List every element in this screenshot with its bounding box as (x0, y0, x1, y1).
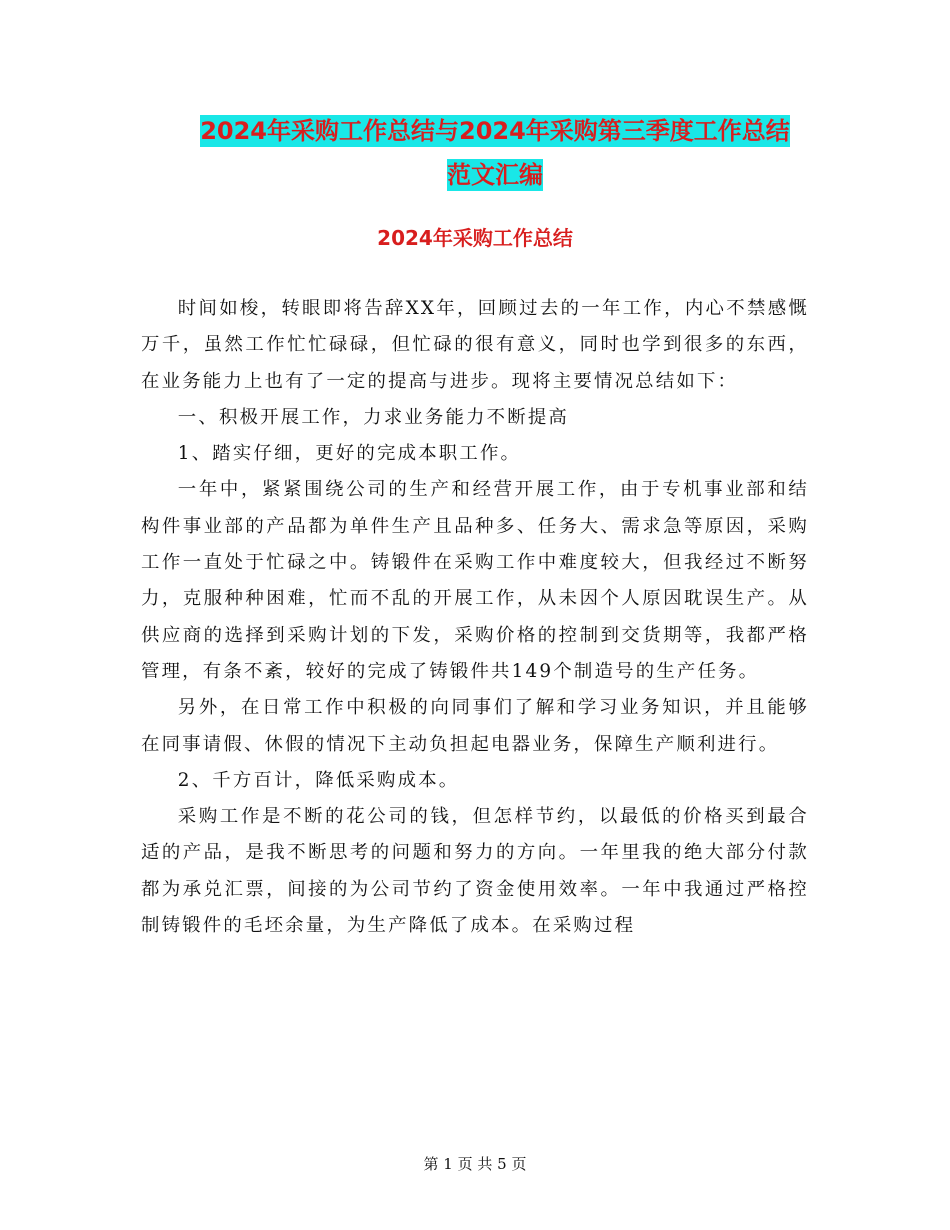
document-title-line-2 (140, 154, 850, 196)
document-title-text-1: 2024年采购工作总结与2024年采购第三季度工作总结 (200, 117, 790, 145)
paragraph-year-work: 一年中，紧紧围绕公司的生产和经营开展工作，由于专机事业部和结构件事业部的产品都为单件生产且品种多、任务大、需求急等原因，采购工作一直处于忙碌之中。铸锻件在采购工作中难度较大，但我经过不断努力，克服种种困难，忙而不乱的开展工作，从未因个人原因耽误生产。从供应商的选择到采购计划的下发，采购价格的控制到交货期等，我都严格管理，有条不紊，较好的完成了铸锻件共149个制造号的生产任务。 (141, 479, 809, 682)
page-footer: 第 1 页 共 5 页 (423, 1155, 527, 1173)
section-title: 2024年采购工作总结 (377, 226, 573, 250)
document-title-line-1 (140, 110, 850, 152)
document-body (141, 291, 809, 944)
paragraph-intro: 时间如梭，转眼即将告辞XX年，回顾过去的一年工作，内心不禁感慨万千，虽然工作忙忙碌碌，但忙碌的很有意义，同时也学到很多的东西，在业务能力上也有了一定的提高与进步。现将主要情况总结如下： (141, 298, 809, 392)
document-title-text-2: 范文汇编 (447, 161, 543, 189)
subheading-2: 2、千方百计，降低采购成本。 (177, 769, 460, 791)
paragraph-additional: 另外，在日常工作中积极的向同事们了解和学习业务知识，并且能够在同事请假、休假的情况下主动负担起电器业务，保障生产顺利进行。 (141, 697, 809, 755)
paragraph-cost: 采购工作是不断的花公司的钱，但怎样节约，以最低的价格买到最合适的产品，是我不断思考的问题和努力的方向。一年里我的绝大部分付款都为承兑汇票，间接的为公司节约了资金使用效率。一年中我通过严格控制铸锻件的毛坯余量，为生产降低了成本。在采购过程 (141, 806, 809, 937)
heading-part-one: 一、积极开展工作，力求业务能力不断提高 (177, 406, 570, 428)
subheading-1: 1、踏实仔细，更好的完成本职工作。 (177, 443, 522, 465)
